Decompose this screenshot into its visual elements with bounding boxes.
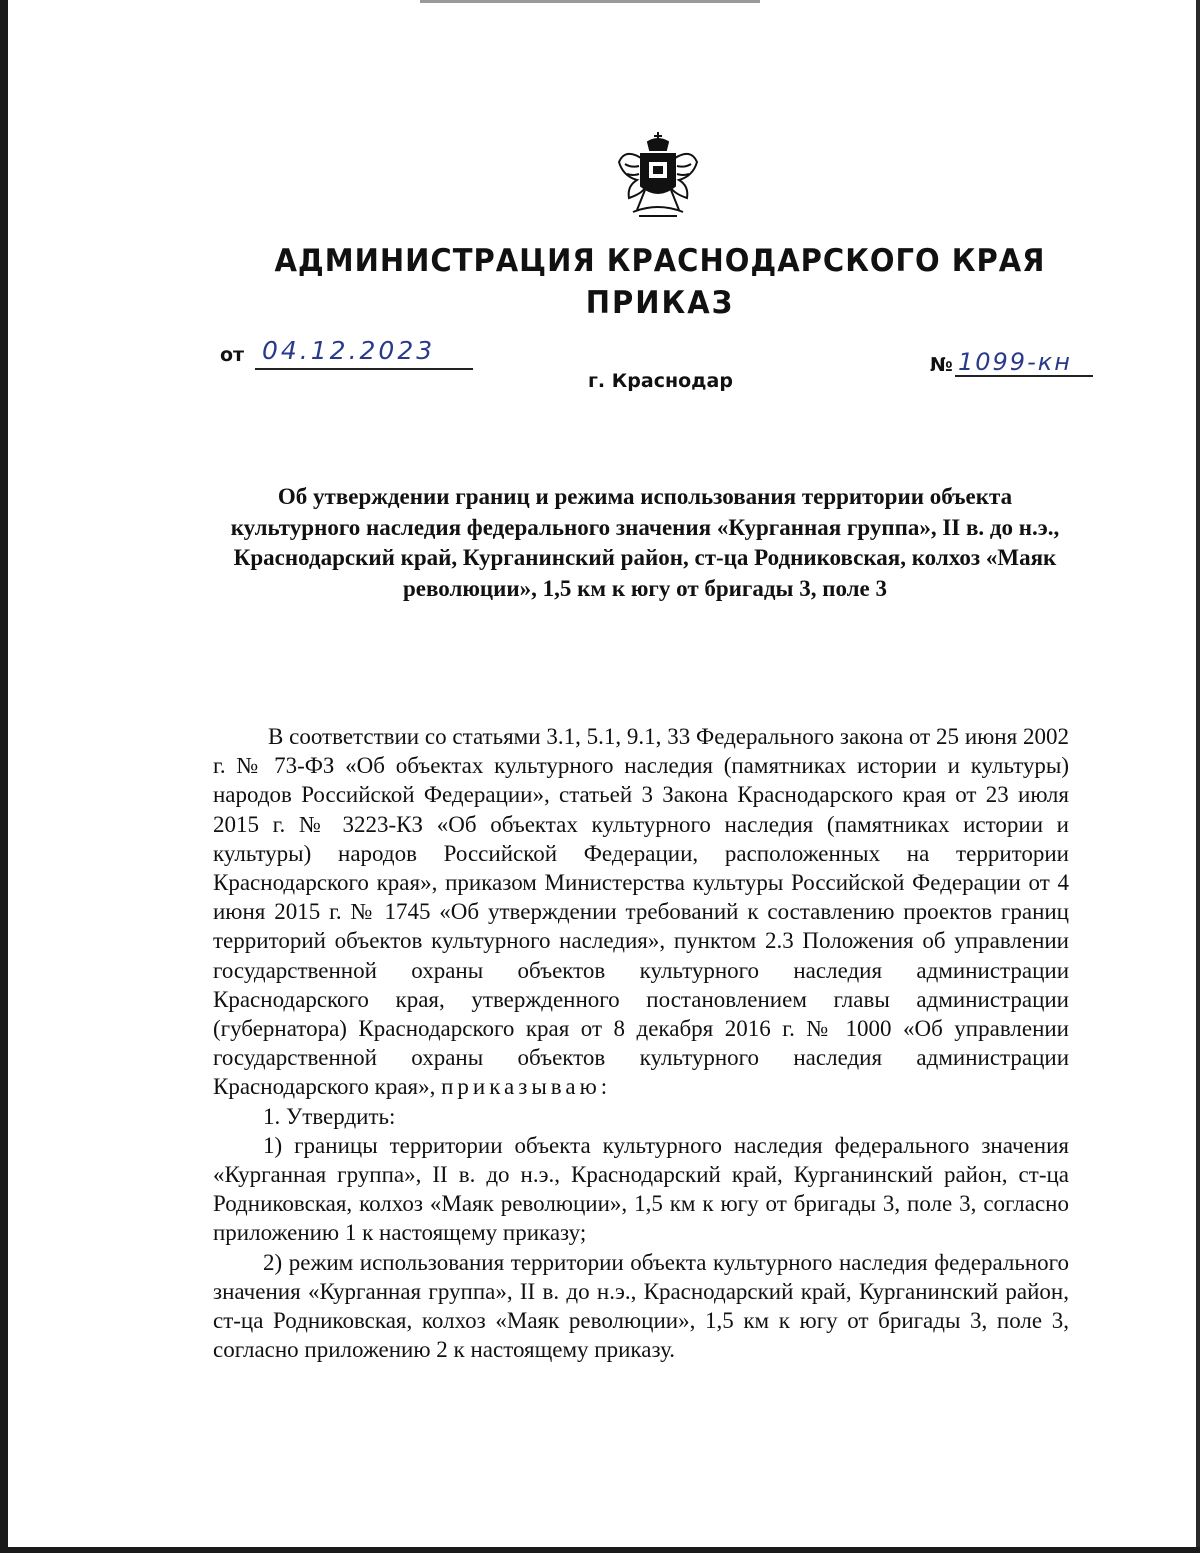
coat-of-arms-emblem [615, 128, 701, 220]
scan-edge-bottom [0, 1547, 1200, 1553]
date-label: от [220, 344, 245, 366]
order-body [213, 722, 1069, 1364]
item-1-1: 1) границы территории объекта культурного наследия федерального значения «Курганная группа», II в. до н.э., Краснодарский край, Курганинский район, ст-ца Родниковская, колхоз «Маяк революции», 1,5 км к югу от бригады 3, поле 3, согласно приложению 1 к настоящему приказу; [213, 1132, 1069, 1246]
handwritten-number: 1099-кн [958, 348, 1072, 376]
scan-edge-right [1196, 0, 1200, 1553]
item-1: 1. Утвердить: [263, 1103, 396, 1129]
order-title: Об утверждении границ и режима использования территории объекта культурного наследия федерального значения «Курганная группа», II в. до н.э., Краснодарский край, Курганинский район, ст-ца Родниковская, колхоз «Маяк революции», 1,5 км к югу от бригады 3, поле 3 [230, 484, 1060, 601]
city-name: г. Краснодар [588, 370, 733, 392]
order-word: приказываю: [441, 1074, 612, 1100]
preamble-text: В соответствии со статьями 3.1, 5.1, 9.1, 33 Федерального закона от 25 июня 2002 г. № 73-ФЗ «Об объектах культурного наследия (памятниках истории и культуры) народов Российской Федерации», статьей 3 Закона Краснодарского края от 23 июля 2015 г. № 3223-КЗ «Об объектах культурного наследия (памятниках истории и культуры) народов Российской Федерации, расположенных на территории Краснодарского края», приказом Министерства культуры Российской Федерации от 4 июня 2015 г. № 1745 «Об утверждении требований к составлению проектов границ территорий объектов культурного наследия», пунктом 2.3 Положения об управлении государственной охраны объектов культурного наследия администрации Краснодарского края, утвержденного постановлением главы администрации (губернатора) Краснодарского края от 8 декабря 2016 г. № 1000 «Об управлении государственной охраны объектов культурного наследия администрации Краснодарского края», [213, 724, 1069, 1100]
preamble-paragraph [213, 722, 1069, 1102]
handwritten-date: 04.12.2023 [262, 336, 436, 365]
document-type: ПРИКАЗ [585, 283, 735, 321]
date-underline [255, 368, 473, 370]
scan-edge-left [0, 0, 8, 1553]
scan-mark-top [420, 0, 760, 3]
item-1-2: 2) режим использования территории объекта культурного наследия федерального значения «Курганная группа», II в. до н.э., Краснодарский край, Курганинский район, ст-ца Родниковская, колхоз «Маяк революции», 1,5 км к югу от бригады 3, поле 3, согласно приложению 2 к настоящему приказу. [213, 1249, 1069, 1363]
organization-name: АДМИНИСТРАЦИЯ КРАСНОДАРСКОГО КРАЯ [274, 241, 1046, 279]
number-label: № [930, 354, 953, 376]
